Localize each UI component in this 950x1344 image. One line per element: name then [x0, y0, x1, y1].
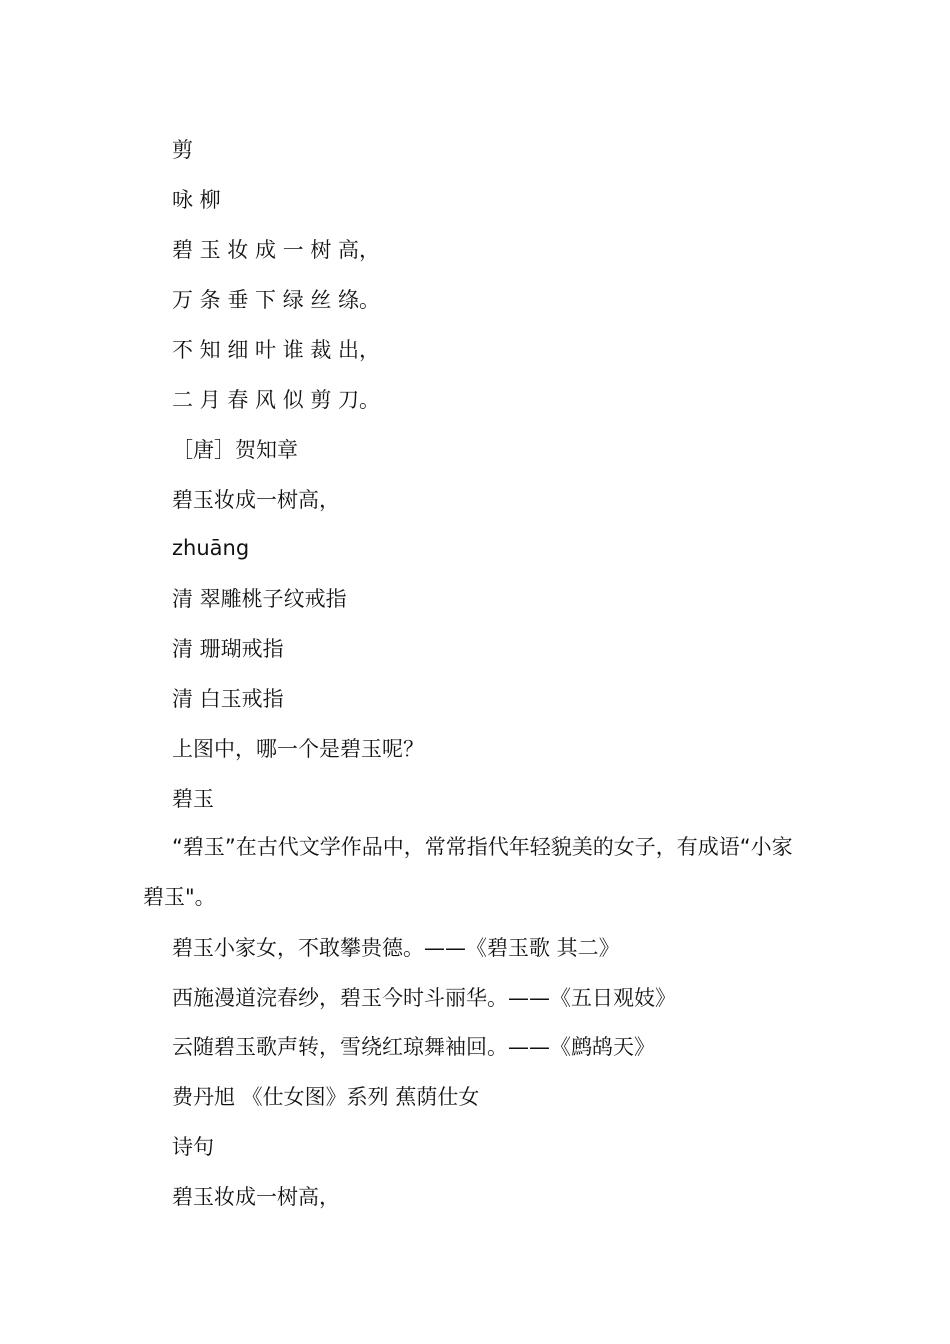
poem-title: 咏 柳: [172, 188, 221, 212]
ring-caption-3: 清 白玉戒指: [172, 687, 284, 711]
final-quote-line: 碧玉妆成一树高，: [172, 1185, 340, 1209]
ring-caption-2: 清 珊瑚戒指: [172, 637, 284, 661]
citation-1: 碧玉小家女，不敢攀贵德。——《碧玉歌 其二》: [172, 936, 620, 960]
biyu-explanation-paragraph: “碧玉”在古代文学作品中，常常指代年轻貌美的女子，有成语“小家碧玉"。: [143, 835, 793, 909]
ring-caption-1: 清 翠雕桃子纹戒指: [172, 587, 347, 611]
painting-caption: 费丹旭 《仕女图》系列 蕉荫仕女: [172, 1085, 480, 1109]
quote-line: 碧玉妆成一树高，: [172, 488, 340, 512]
poem-line-1: 碧 玉 妆 成 一 树 高，: [172, 238, 381, 262]
section-heading-shiju: 诗句: [172, 1135, 214, 1159]
section-heading-biyu: 碧玉: [172, 787, 214, 811]
poem-line-3: 不 知 细 叶 谁 裁 出，: [172, 338, 381, 362]
pinyin-annotation: zhuāng: [172, 536, 250, 560]
poem-author: ［唐］贺知章: [172, 438, 298, 462]
citation-2: 西施漫道浣春纱，碧玉今时斗丽华。——《五日观妓》: [172, 986, 676, 1010]
question-line: 上图中，哪一个是碧玉呢？: [172, 737, 424, 761]
poem-line-4: 二 月 春 风 似 剪 刀。: [172, 388, 381, 412]
poem-line-2: 万 条 垂 下 绿 丝 绦。: [172, 288, 381, 312]
title-char: 剪: [172, 138, 193, 162]
citation-3: 云随碧玉歌声转，雪绕红琼舞袖回。——《鹧鸪天》: [172, 1035, 655, 1059]
